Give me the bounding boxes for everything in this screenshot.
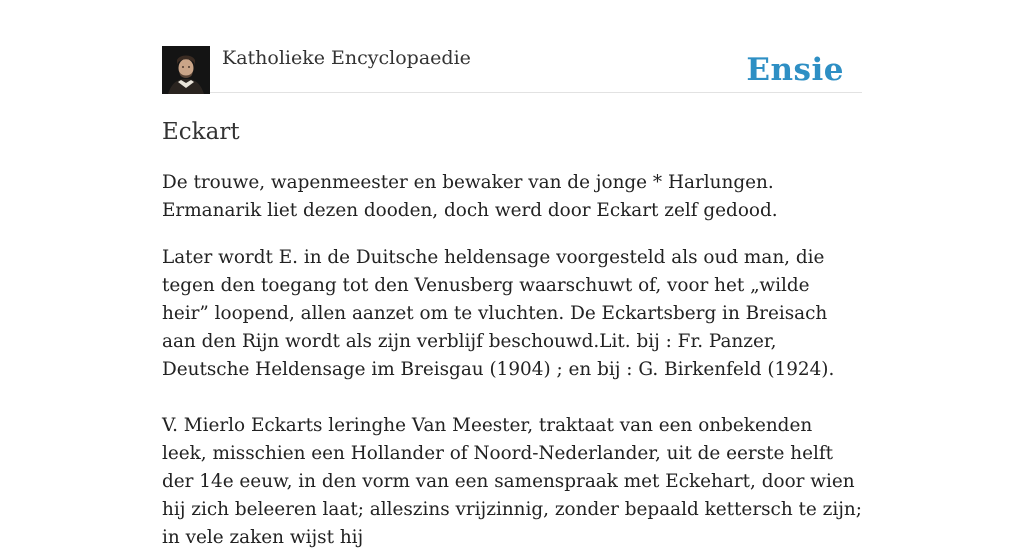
article-paragraph: V. Mierlo Eckarts leringhe Van Meester, traktaat van een onbekenden leek, misschien een Hollander of Noord-Nederlander, uit de eerste helft der 14e eeuw, in den vorm van een samenspraak met Eckehart, door wien hij zich beleeren laat; alleszins vrijzinnig, zonder bepaald kettersch te zijn; in vele zaken wijst hij xyxy=(162,415,862,548)
portrait-avatar-icon[interactable] xyxy=(162,46,210,94)
site-name[interactable]: Katholieke Encyclopaedie xyxy=(222,47,471,69)
article-paragraph: Later wordt E. in de Duitsche heldensage voorgesteld als oud man, die tegen den toegang tot den Venusberg waarschuwt of, voor het „wilde heir” loopend, allen aanzet om te vluchten. De Eckartsberg in Breisach aan den Rijn wordt als zijn verblijf beschouwd.Lit. bij : Fr. Panzer, Deutsche Heldensage im Breisgau (1904) ; en bij : G. Birkenfeld (1924). xyxy=(162,247,835,380)
page xyxy=(162,0,862,552)
article-title: Eckart xyxy=(162,119,240,145)
article-paragraph: De trouwe, wapenmeester en bewaker van de jonge * Harlungen. Ermanarik liet dezen dooden, doch werd door Eckart zelf gedood. xyxy=(162,172,778,221)
site-header xyxy=(162,0,862,93)
ensie-logo[interactable]: Ensie xyxy=(746,52,844,88)
